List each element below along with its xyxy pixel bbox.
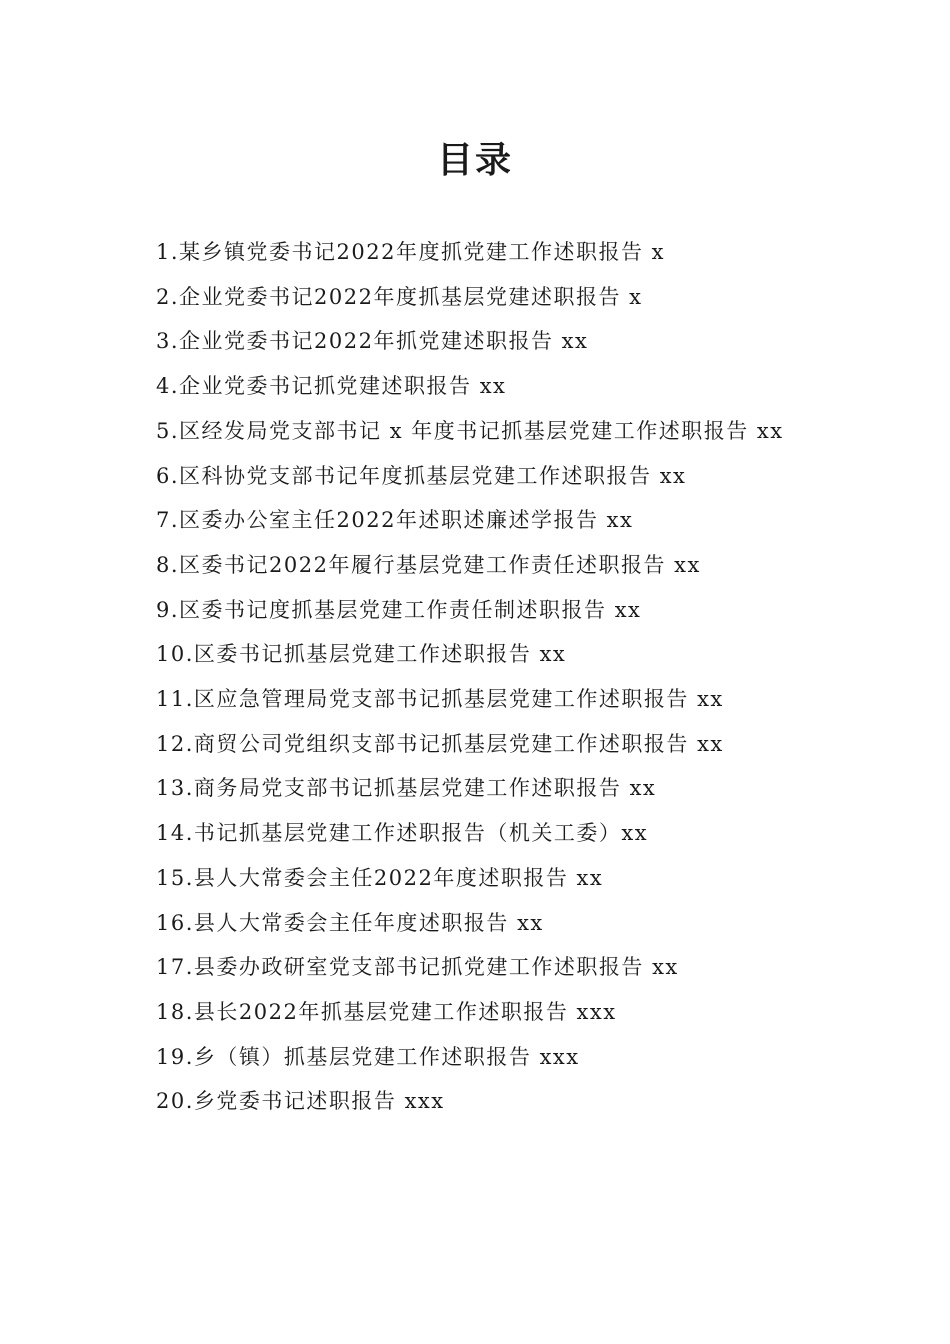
toc-item-13: 13.商务局党支部书记抓基层党建工作述职报告 xx <box>156 776 657 801</box>
toc-item-17: 17.县委办政研室党支部书记抓党建工作述职报告 xx <box>156 955 679 980</box>
toc-item-9: 9.区委书记度抓基层党建工作责任制述职报告 xx <box>156 597 642 622</box>
toc-item-14: 14.书记抓基层党建工作述职报告（机关工委）xx <box>156 821 649 846</box>
toc-item-18: 18.县长2022年抓基层党建工作述职报告 xxx <box>156 999 617 1024</box>
toc-item-2: 2.企业党委书记2022年度抓基层党建述职报告 x <box>156 284 643 309</box>
toc-item-15: 15.县人大常委会主任2022年度述职报告 xx <box>156 865 604 890</box>
page-title: 目录 <box>436 139 513 181</box>
table-of-contents <box>118 230 832 1124</box>
toc-item-19: 19.乡（镇）抓基层党建工作述职报告 xxx <box>156 1044 580 1069</box>
toc-item-6: 6.区科协党支部书记年度抓基层党建工作述职报告 xx <box>156 463 687 488</box>
toc-item-7: 7.区委办公室主任2022年述职述廉述学报告 xx <box>156 508 634 533</box>
toc-item-12: 12.商贸公司党组织支部书记抓基层党建工作述职报告 xx <box>156 731 724 756</box>
toc-item-5: 5.区经发局党支部书记 x 年度书记抓基层党建工作述职报告 xx <box>156 418 784 443</box>
toc-item-1: 1.某乡镇党委书记2022年度抓党建工作述职报告 x <box>156 240 665 264</box>
toc-item-11: 11.区应急管理局党支部书记抓基层党建工作述职报告 xx <box>156 687 724 712</box>
toc-item-8: 8.区委书记2022年履行基层党建工作责任述职报告 xx <box>156 552 701 577</box>
toc-item-20: 20.乡党委书记述职报告 xxx <box>156 1089 445 1114</box>
toc-item-4: 4.企业党委书记抓党建述职报告 xx <box>156 374 507 399</box>
toc-item-10: 10.区委书记抓基层党建工作述职报告 xx <box>156 642 567 667</box>
toc-item-3: 3.企业党委书记2022年抓党建述职报告 xx <box>156 329 589 354</box>
toc-item-16: 16.县人大常委会主任年度述职报告 xx <box>156 910 544 935</box>
